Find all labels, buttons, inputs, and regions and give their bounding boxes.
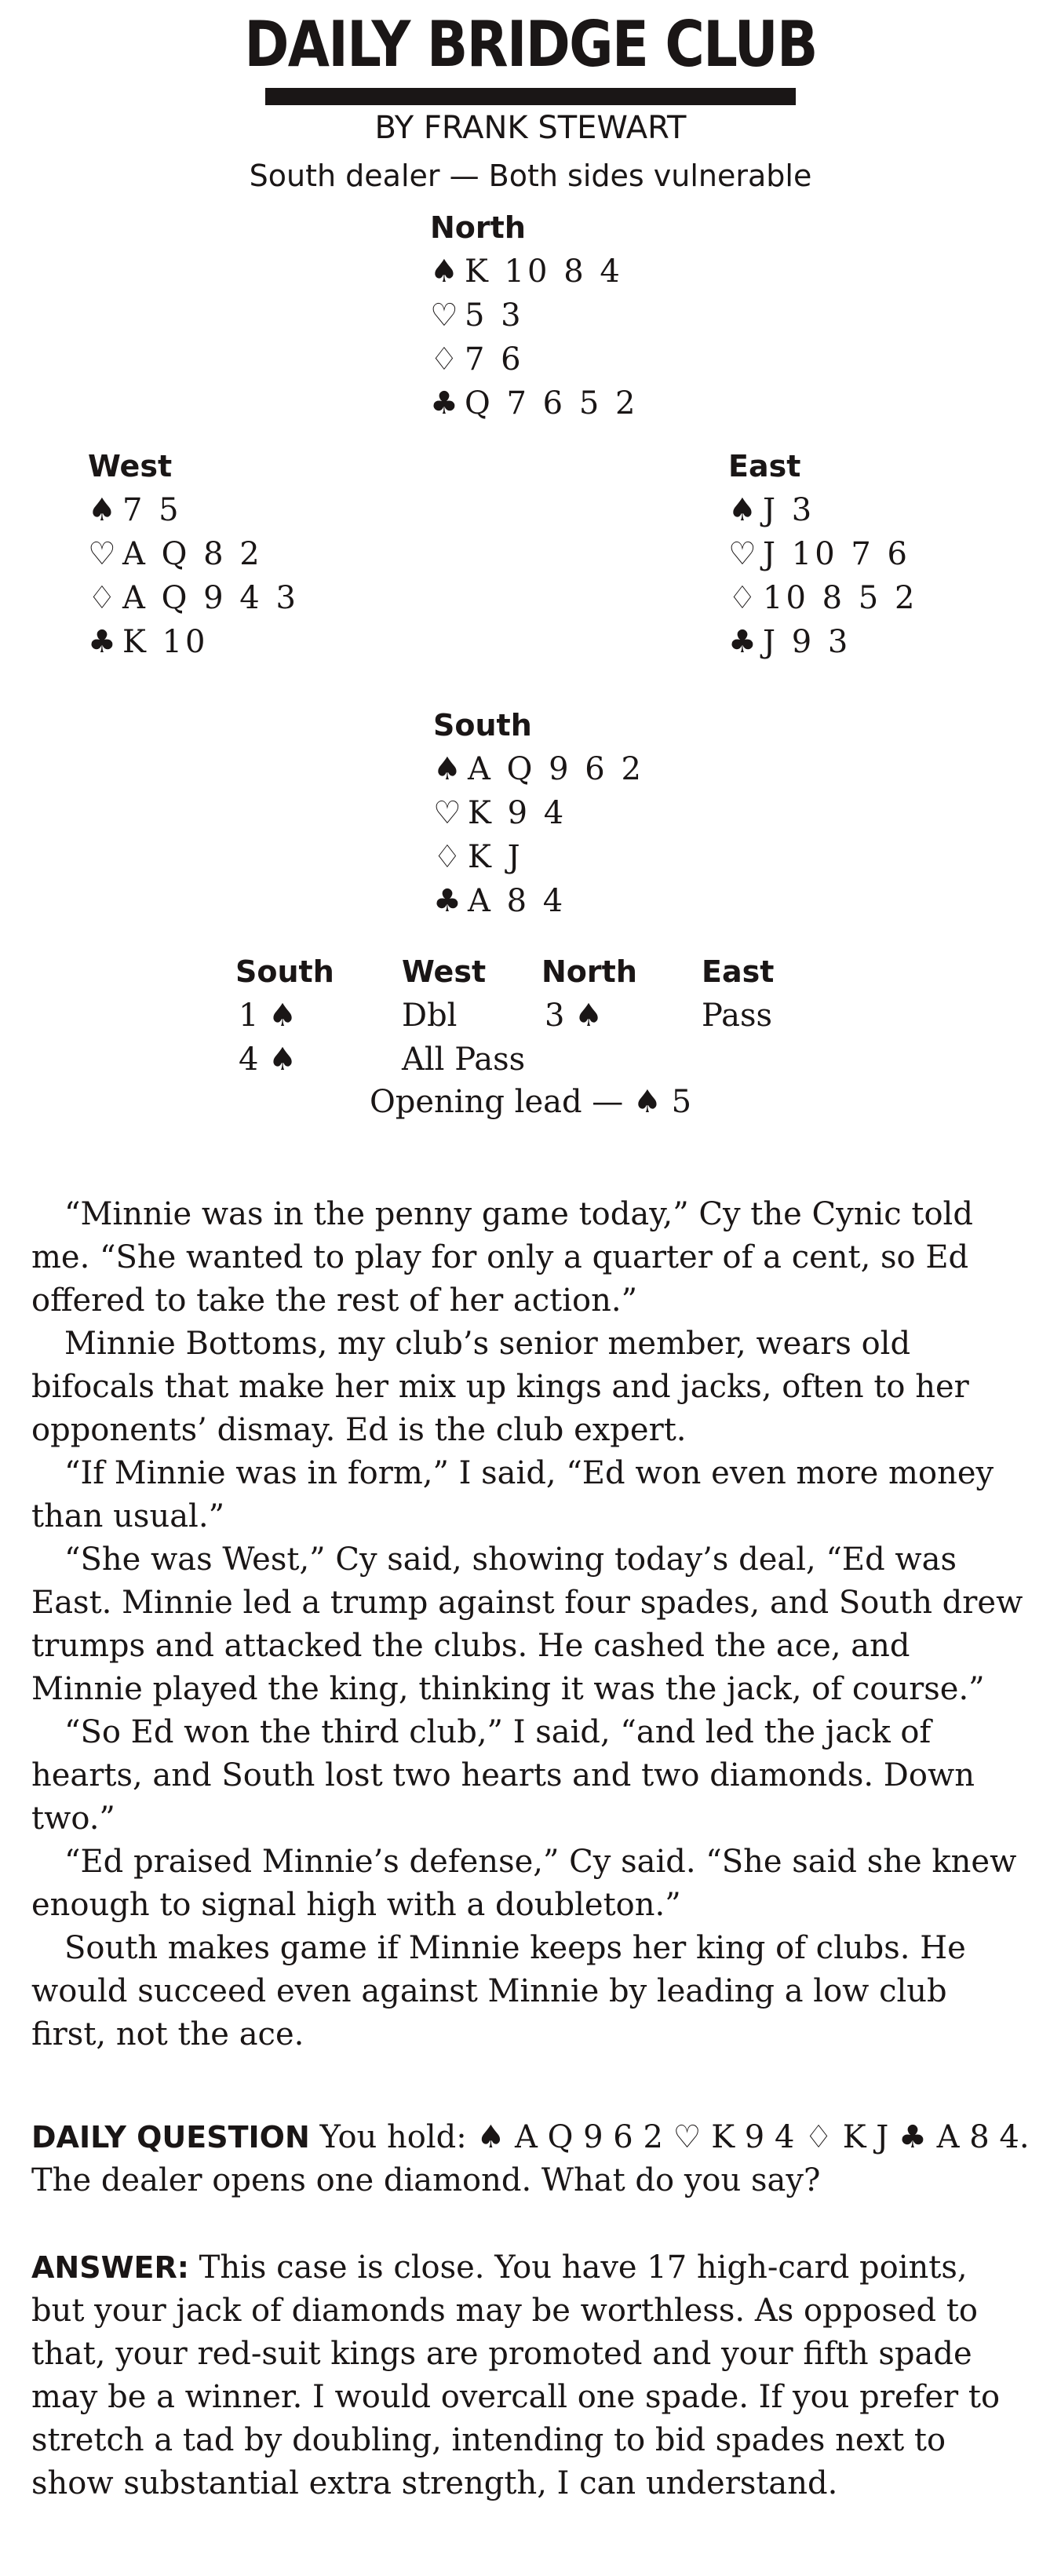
club-cards: J 9 3 — [763, 624, 851, 660]
diamond-cards: 10 8 5 2 — [763, 580, 918, 616]
heart-cards: 5 3 — [465, 297, 524, 334]
daily-question — [31, 2116, 1030, 2202]
hand-west — [88, 444, 299, 664]
auction-header: North — [541, 954, 637, 989]
spade-icon: ♠ — [728, 492, 757, 528]
spade-icon: ♠ — [88, 492, 116, 528]
club-cards: K 10 — [122, 624, 209, 660]
spade-icon: ♠ — [430, 254, 458, 290]
auction-header: South — [235, 954, 334, 989]
heart-icon: ♡ — [88, 536, 116, 572]
opening-lead: Opening lead — ♠ 5 — [369, 1084, 692, 1120]
hand-label: North — [430, 210, 526, 245]
club-icon: ♣ — [430, 385, 458, 421]
spade-icon: ♠ — [433, 751, 461, 787]
auction-header: East — [702, 954, 775, 989]
heart-icon: ♡ — [433, 795, 461, 831]
club-icon: ♣ — [433, 883, 461, 919]
article-body — [31, 1193, 1030, 2056]
club-cards: A 8 4 — [468, 883, 567, 919]
diamond-cards: K J — [468, 839, 523, 875]
auction-bid: 4 ♠ — [239, 1042, 297, 1078]
spade-cards: 7 5 — [122, 492, 182, 528]
dealer-info: South dealer — Both sides vulnerable — [249, 159, 812, 193]
club-cards: Q 7 6 5 2 — [465, 385, 639, 421]
heart-icon: ♡ — [430, 297, 458, 334]
club-icon: ♣ — [88, 624, 116, 660]
diamond-icon: ♢ — [88, 580, 116, 616]
auction-bid: 3 ♠ — [545, 998, 603, 1034]
hand-south — [433, 703, 644, 923]
heart-cards: K 9 4 — [468, 795, 567, 831]
article-paragraph: Minnie Bottoms, my club’s senior member, wears old bifocals that make her mix up kings and jacks, often to her opponents’ dismay. Ed is the club expert. — [31, 1326, 969, 1448]
diamond-icon: ♢ — [728, 580, 757, 616]
diamond-cards: 7 6 — [465, 341, 524, 378]
question-label: DAILY QUESTION — [31, 2120, 310, 2155]
spade-cards: J 3 — [763, 492, 815, 528]
article-paragraph: “She was West,” Cy said, showing today’s deal, “Ed was East. Minnie led a trump against four spades, and South drew trumps and attacked the clubs. He cashed the ace, and Minnie played the king, thinking it was the jack, of course.” — [31, 1542, 1023, 1707]
title-rule — [265, 88, 796, 105]
heart-icon: ♡ — [728, 536, 757, 572]
heart-cards: A Q 8 2 — [122, 536, 263, 572]
auction-header: West — [402, 954, 487, 989]
spade-cards: K 10 8 4 — [465, 254, 623, 290]
club-icon: ♣ — [728, 624, 757, 660]
spade-cards: A Q 9 6 2 — [468, 751, 644, 787]
article-paragraph: “So Ed won the third club,” I said, “and led the jack of hearts, and South lost two hearts and two diamonds. Down two.” — [31, 1714, 975, 1837]
hand-east — [728, 444, 917, 664]
answer-label: ANSWER: — [31, 2250, 189, 2285]
hand-label: East — [728, 449, 801, 483]
question-text: You hold: ♠ A Q 9 6 2 ♡ K 9 4 ♢ K J ♣ A 8 4. The dealer opens one diamond. What do you say? — [31, 2119, 1030, 2198]
page-title: DAILY BRIDGE CLUB — [244, 8, 817, 81]
diamond-icon: ♢ — [430, 341, 458, 378]
article-paragraph: “Ed praised Minnie’s defense,” Cy said. “She said she knew enough to signal high with a doubleton.” — [31, 1844, 1017, 1923]
heart-cards: J 10 7 6 — [763, 536, 910, 572]
article-paragraph: “Minnie was in the penny game today,” Cy the Cynic told me. “She wanted to play for only a quarter of a cent, so Ed offered to take the rest of her action.” — [31, 1196, 973, 1319]
byline: BY FRANK STEWART — [374, 110, 687, 146]
hand-label: West — [88, 449, 173, 483]
answer — [31, 2246, 1030, 2505]
article-paragraph: South makes game if Minnie keeps her king of clubs. He would succeed even against Minnie by leading a low club first, not the ace. — [31, 1930, 966, 2052]
diamond-cards: A Q 9 4 3 — [122, 580, 299, 616]
auction-bid: All Pass — [402, 1042, 526, 1078]
article-paragraph: “If Minnie was in form,” I said, “Ed won even more money than usual.” — [31, 1455, 994, 1534]
hand-label: South — [433, 708, 532, 743]
auction-bid: Dbl — [402, 998, 458, 1034]
auction-bid: Pass — [702, 998, 773, 1034]
answer-text: This case is close. You have 17 high-card points, but your jack of diamonds may be worthless. As opposed to that, your red-suit kings are promoted and your fifth spade may be a winner. I would overcall one spade. If you prefer to stretch a tad by doubling, intending to bid spades next to show substantial extra strength, I can understand. — [31, 2249, 1001, 2501]
hand-north — [430, 206, 638, 425]
auction-bid: 1 ♠ — [239, 998, 297, 1034]
diamond-icon: ♢ — [433, 839, 461, 875]
